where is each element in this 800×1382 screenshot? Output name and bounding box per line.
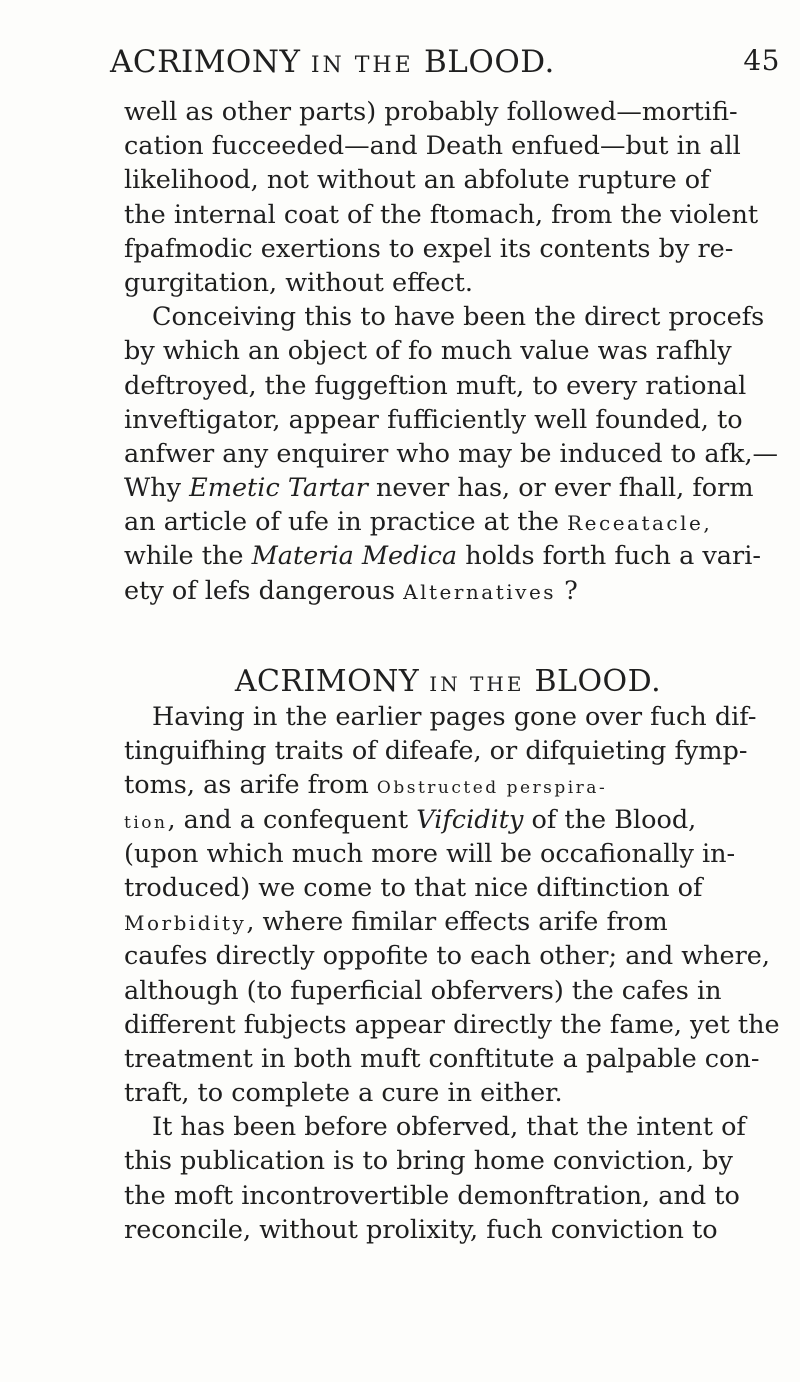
small-caps-run: Receatacle,	[567, 511, 713, 536]
header-title-end: BLOOD.	[424, 44, 555, 80]
text-run: , and a confequent	[167, 804, 417, 835]
text-line: reconcile, without prolixity, fuch conviction to	[124, 1214, 718, 1245]
text-run: Why	[124, 473, 190, 504]
italic-run: Emetic Tartar	[189, 473, 368, 504]
text-line: caufes directly oppofite to each other; and where,	[124, 941, 770, 972]
small-caps-run: tion	[124, 812, 168, 833]
text-line: anfwer any enquirer who may be induced to afk,—	[124, 438, 779, 469]
text-line: inveftigator, appear fufficiently well founded, to	[124, 404, 743, 435]
text-line	[124, 539, 784, 573]
italic-run: Materia Medica	[251, 541, 458, 572]
small-caps-run: Morbidity	[124, 911, 247, 936]
text-block-upper	[124, 95, 784, 608]
text-run: while the	[124, 541, 252, 572]
text-line: different fubjects appear directly the fame, yet the	[124, 1009, 780, 1040]
text-line	[124, 768, 784, 802]
section-heading-end: BLOOD.	[534, 664, 662, 699]
text-line: this publication is to bring home conviction, by	[124, 1146, 733, 1177]
text-line	[124, 905, 784, 939]
text-line: Having in the earlier pages gone over fuch dif-	[152, 702, 757, 732]
text-run: , where fimilar effects arife from	[246, 907, 668, 938]
text-run: ety of lefs dangerous	[124, 575, 404, 606]
text-run: holds forth fuch a vari-	[457, 541, 761, 572]
page-number: 45	[743, 44, 780, 77]
text-line: tinguifhing traits of difeafe, or difquieting fymp-	[124, 736, 748, 767]
text-run: an article of ufe in practice at the	[124, 507, 568, 538]
text-line: gurgitation, without effect.	[124, 267, 473, 298]
text-run: of the Blood,	[523, 804, 697, 835]
text-line	[124, 574, 784, 608]
text-line: well as other parts) probably followed—mortifi-	[124, 97, 738, 127]
section-heading-start: ACRIMONY	[234, 664, 420, 699]
text-line: treatment in both muft conftitute a palpable con-	[124, 1043, 760, 1074]
section-heading-middle: IN THE	[429, 672, 525, 696]
text-line: although (to fuperficial obfervers) the cafes in	[124, 975, 722, 1006]
small-caps-run: Obstructed perspira-	[376, 778, 608, 799]
section-heading	[118, 664, 778, 699]
text-line: by which an object of fo much value was rafhly	[124, 336, 732, 367]
running-header	[110, 44, 780, 84]
text-block-lower	[124, 700, 784, 1247]
text-line	[124, 803, 784, 837]
text-line	[124, 471, 784, 505]
small-caps-run: Alternatives	[403, 579, 557, 604]
text-run: toms, as arife from	[124, 770, 377, 801]
italic-run: Vifcidity	[416, 804, 524, 835]
text-line: deftroyed, the fuggeftion muft, to every rational	[124, 370, 747, 401]
text-line	[124, 505, 784, 539]
text-line: fpafmodic exertions to expel its contents by re-	[124, 233, 734, 264]
text-line: cation fucceeded—and Death enfued—but in all	[124, 131, 741, 162]
text-run: ?	[556, 575, 578, 606]
text-line: the moft incontrovertible demonftration, and to	[124, 1180, 740, 1211]
text-line: traft, to complete a cure in either.	[124, 1078, 563, 1109]
text-run: never has, or ever fhall, form	[367, 473, 754, 504]
text-line: troduced) we come to that nice diftinction of	[124, 872, 703, 903]
header-title-middle: IN THE	[310, 53, 414, 78]
text-line: It has been before obferved, that the intent of	[152, 1112, 746, 1143]
text-line: (upon which much more will be occafionally in-	[124, 838, 736, 869]
header-title-start: ACRIMONY	[110, 44, 301, 80]
text-line: the internal coat of the ftomach, from the violent	[124, 199, 759, 230]
text-line: Conceiving this to have been the direct procefs	[152, 302, 765, 333]
text-line: likelihood, not without an abfolute rupture of	[124, 165, 710, 196]
